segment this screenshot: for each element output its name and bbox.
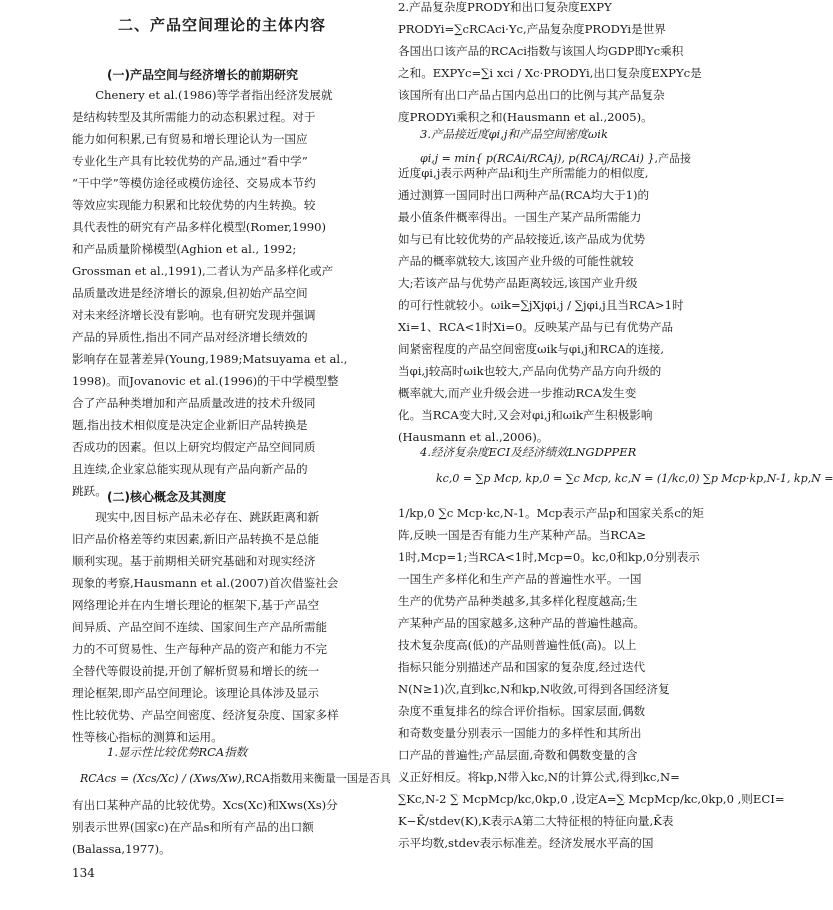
body-line: 示平均数,stdev表示标准差。经济发展水平高的国 (398, 836, 654, 850)
body-line: 专业化生产具有比较优势的产品,通过“看中学” (72, 154, 308, 168)
body-line: 对未来经济增长没有影响。也有研究发现并强调 (72, 308, 316, 322)
item3-heading: 3.产品接近度φi,j和产品空间密度ωik (420, 127, 608, 141)
body-line: 具代表性的研究有产品多样化模型(Romer,1990) (72, 220, 326, 234)
body-line: ∑Kc,N-2 ∑ McpMcp/kc,0kp,0 ,设定A=∑ McpMcp/kc,0kp,0 ,则ECI= (398, 792, 785, 806)
body-line: 力的不可贸易性、生产每种产品的资产和能力不完 (72, 642, 328, 656)
body-line: 顺利实现。基于前期相关研究基础和对现实经济 (72, 554, 316, 568)
body-line: 别表示世界(国家c)在产品s和所有产品的出口额 (72, 820, 314, 834)
section-title: 二、产品空间理论的主体内容 (117, 16, 326, 34)
rca-formula-text: RCAcs = (Xcs/Xc) / (Xws/Xw) (80, 772, 242, 785)
body-line: “干中学”等模仿途径或模仿途径、交易成本节约 (72, 176, 316, 190)
body-line: 阵,反映一国是否有能力生产某种产品。当RCA≥ (398, 528, 647, 542)
body-line: 最小值条件概率得出。一国生产某产品所需能力 (398, 210, 642, 224)
body-line: 否成功的因素。但以上研究均假定产品空间同质 (72, 440, 316, 454)
body-line: 之和。EXPYc=∑i xci / Xc·PRODYi,出口复杂度EXPYc是 (398, 66, 702, 80)
body-line: Chenery et al.(1986)等学者指出经济发展就 (95, 88, 333, 102)
body-line: 和产品质量阶梯模型(Aghion et al., 1992; (72, 242, 297, 256)
body-line: 有出口某种产品的比较优势。Xcs(Xc)和Xws(Xs)分 (72, 798, 338, 812)
body-line: 影响存在显著差异(Young,1989;Matsuyama et al., (72, 352, 348, 366)
left-paragraph-2 (72, 506, 372, 748)
body-line: 各国出口该产品的RCAci指数与该国人均GDP即Yc乘积 (398, 44, 684, 58)
body-line: 1998)。而Jovanovic et al.(1996)的干中学模型整 (72, 374, 339, 388)
item1-heading: 1.显示性比较优势RCA指数 (107, 745, 248, 759)
body-line: 且连续,企业家总能实现从现有产品向新产品的 (72, 462, 308, 476)
body-line: PRODYi=∑cRCAci·Yc,产品复杂度PRODYi是世界 (398, 22, 666, 36)
body-line: 杂度不重复排名的综合评价指标。国家层面,偶数 (398, 704, 646, 718)
body-line: Grossman et al.,1991),二者认为产品多样化或产 (72, 264, 334, 278)
body-line: 义正好相反。将kp,N带入kc,N的计算公式,得到kc,N= (398, 770, 680, 784)
body-line: 等效应实现能力积累和比较优势的内生转换。较 (72, 198, 316, 212)
body-line: 2.产品复杂度PRODY和出口复杂度EXPY (398, 0, 612, 14)
body-line: 性比较优势、产品空间密度、经济复杂度、国家多样 (72, 708, 339, 722)
left-paragraph-1 (72, 84, 372, 502)
body-line: 一国生产多样化和生产产品的普遍性水平。一国 (398, 572, 642, 586)
body-line: (Balassa,1977)。 (72, 842, 171, 856)
body-line: 和奇数变量分别表示一国能力的多样性和其所出 (398, 726, 642, 740)
right-paragraph-3 (398, 502, 785, 854)
body-line: 口产品的普遍性;产品层面,奇数和偶数变量的含 (398, 748, 638, 762)
rca-formula (80, 770, 391, 786)
page-number: 134 (72, 866, 95, 880)
rca-formula-tail: ,RCA指数用来衡量一国是否具 (241, 772, 391, 785)
body-line: 产品的异质性,指出不同产品对经济增长绩效的 (72, 330, 308, 344)
body-line: K−K̄/stdev(K),K表示A第二大特征根的特征向量,K̄表 (398, 814, 674, 828)
body-line: 的可行性就较小。ωik=∑jXjφi,j / ∑jφi,j且当RCA>1时 (398, 298, 684, 312)
right-paragraph-2 (398, 162, 688, 448)
body-line: 该国所有出口产品占国内总出口的比例与其产品复杂 (398, 88, 665, 102)
body-line: 是结构转型及其所需能力的动态积累过程。对于 (72, 110, 316, 124)
body-line: 技术复杂度高(低)的产品则普遍性低(高)。以上 (398, 638, 637, 652)
body-line: 近度φi,j表示两种产品i和j生产所需能力的相似度, (398, 166, 649, 180)
left-paragraph-3 (72, 794, 372, 860)
body-line: 性等核心指标的测算和运用。 (72, 730, 223, 744)
eci-formula: kc,0 = ∑p Mcp, kp,0 = ∑c Mcp, kc,N = (1/kc,0) ∑p Mcp·kp,N-1, kp,N = (436, 472, 833, 485)
body-line: 品质量改进是经济增长的源泉,但初始产品空间 (72, 286, 308, 300)
body-line: 跳跃。 (72, 484, 107, 498)
body-line: 当φi,j较高时ωik也较大,产品向优势产品方向升级的 (398, 364, 662, 378)
body-line: 大;若该产品与优势产品距离较远,该国产业升级 (398, 276, 638, 290)
body-line: 网络理论并在内生增长理论的框架下,基于产品空 (72, 598, 320, 612)
body-line: 1时,Mcp=1;当RCA<1时,Mcp=0。kc,0和kp,0分别表示 (398, 550, 700, 564)
body-line: 全替代等假设前提,开创了解析贸易和增长的统一 (72, 664, 320, 678)
body-line: 如与已有比较优势的产品较接近,该产品成为优势 (398, 232, 646, 246)
body-line: 指标只能分别描述产品和国家的复杂度,经过迭代 (398, 660, 646, 674)
right-paragraph-1 (398, 0, 702, 128)
proximity-formula-tail: ,产品接 (654, 152, 691, 165)
body-line: 间紧密程度的产品空间密度ωik与φi,j和RCA的连接, (398, 342, 665, 356)
subsection-heading-2: (二)核心概念及其测度 (107, 490, 226, 504)
body-line: 现象的考察,Hausmann et al.(2007)首次借鉴社会 (72, 576, 339, 590)
body-line: 1/kp,0 ∑c Mcp·kc,N-1。Mcp表示产品p和国家关系c的矩 (398, 506, 704, 520)
body-line: (Hausmann et al.,2006)。 (398, 430, 549, 444)
body-line: 产品的概率就较大,该国产业升级的可能性就较 (398, 254, 634, 268)
body-line: 现实中,因目标产品未必存在、跳跃距离和新 (95, 510, 320, 524)
body-line: 生产的优势产品种类越多,其多样化程度越高;生 (398, 594, 638, 608)
body-line: N(N≥1)次,直到kc,N和kp,N收敛,可得到各国经济复 (398, 682, 670, 696)
body-line: 化。当RCA变大时,又会对φi,j和ωik产生积极影响 (398, 408, 653, 422)
body-line: 合了产品种类增加和产品质量改进的技术升级同 (72, 396, 316, 410)
item4-heading: 4.经济复杂度ECI及经济绩效LNGDPPER (420, 445, 637, 459)
proximity-formula-text: φi,j = min{ p(RCAi/RCAj), p(RCAj/RCAi) } (420, 152, 655, 165)
body-line: 通过测算一国同时出口两种产品(RCA均大于1)的 (398, 188, 650, 202)
body-line: 产某种产品的国家越多,这种产品的普遍性越高。 (398, 616, 646, 630)
body-line: Xi=1、RCA<1时Xi=0。反映某产品与已有优势产品 (398, 320, 674, 334)
body-line: 间异质、产品空间不连续、国家间生产产品所需能 (72, 620, 328, 634)
body-line: 旧产品价格差等约束因素,新旧产品转换不是总能 (72, 532, 320, 546)
body-line: 概率就大,而产业升级会进一步推动RCA发生变 (398, 386, 637, 400)
body-line: 度PRODYi乘积之和(Hausmann et al.,2005)。 (398, 110, 653, 124)
subsection-heading-1: (一)产品空间与经济增长的前期研究 (107, 68, 298, 82)
body-line: 题,指出技术相似度是决定企业新旧产品转换是 (72, 418, 308, 432)
body-line: 理论框架,即产品空间理论。该理论具体涉及显示 (72, 686, 320, 700)
body-line: 能力如何积累,已有贸易和增长理论认为一国应 (72, 132, 308, 146)
